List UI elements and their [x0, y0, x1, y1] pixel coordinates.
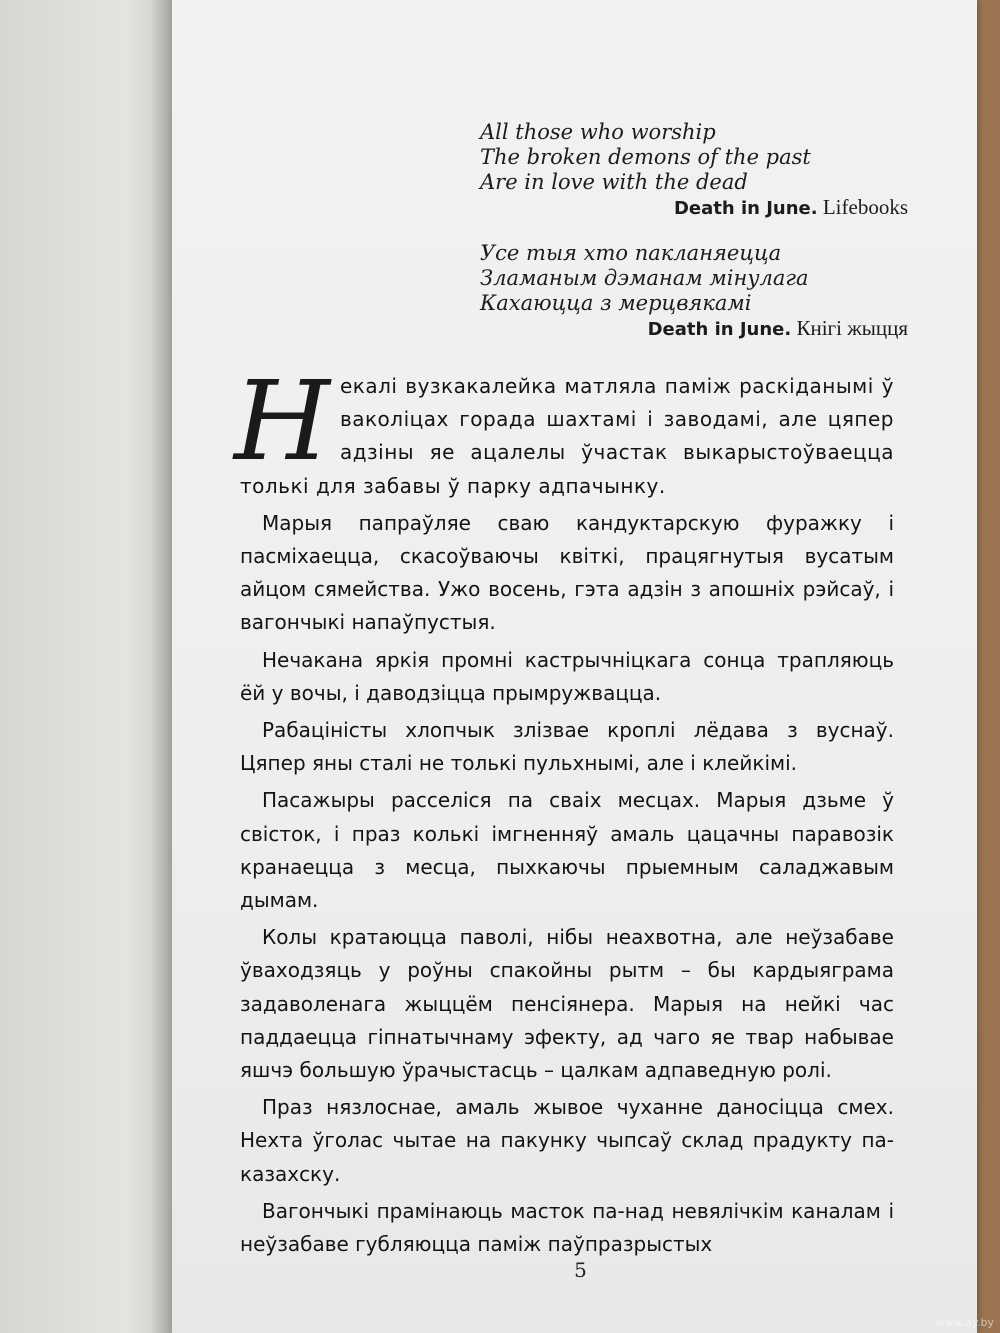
epigraph-en-attribution: [480, 195, 940, 221]
epigraph-en-author: Death in June.: [673, 198, 818, 219]
first-paragraph-text: екалі вузкакалейка матляла паміж раскіданымі ў ваколіцах горада шахтамі і заводамі, але цяпер адзіны яе ацалелы ўчастак выкарыстоўваецца толькі для забавы ў парку адпачынку.: [240, 374, 894, 498]
paragraph: Нечакана яркія промні кастрычніцкага сонца трапляюць ёй у вочы, і даводзіцца прымружвацца.: [240, 647, 894, 705]
epigraph-en-work: Lifebooks: [822, 195, 908, 219]
paragraph: Марыя папраўляе сваю кандуктарскую фуражку і пасміхаецца, скасоўваючы квіткі, працягнутыя вусатым айцом сямейства. Ужо восень, гэта адзін з апошніх рэйсаў, і вагончыкі напаўпустыя.: [240, 510, 894, 635]
chapter-text: [234, 357, 894, 1261]
paragraph: Праз нязлоснае, амаль жывое чуханне даносіцца смех. Нехта ўголас чытае на пакунку чыпсаў склад прадукту па-казахску.: [240, 1095, 894, 1186]
epigraph-be-line: Кахаюцца з мерцвякамі: [480, 291, 752, 315]
paragraph: Колы кратаюцца паволі, нібы неахвотна, але неўзабаве ўваходзяць у роўны спакойны рытм – бы кардыяграма задаволенага жыццём пенсіянера. Марыя на нейкі час паддаецца гіпнатычнаму эфекту, ад чаго яе твар набывае яшчэ большую ўрачыстасць – цалкам адпаведную ролі.: [240, 925, 894, 1083]
site-watermark: www.ay.by: [935, 1316, 994, 1329]
epigraph-be-line: Усе тыя хто пакланяецца: [480, 241, 782, 265]
epigraph-be-line: Зламаным дэманам мінулага: [480, 266, 809, 290]
paragraph: Рабаціністы хлопчык злізвае кроплі лёдава з вуснаў. Цяпер яны сталі не толькі пульхнымі, але і клейкімі.: [240, 718, 894, 776]
epigraph-en-line: The broken demons of the past: [480, 145, 811, 169]
epigraph-en-line: All those who worship: [480, 120, 716, 144]
epigraph: [480, 120, 940, 342]
epigraph-be-author: Death in June.: [647, 319, 792, 340]
first-paragraph: [234, 357, 894, 503]
paragraph: Пасажыры расселіся па сваіх месцах. Марыя дзьме ў свісток, і праз колькі імгненняў амаль цацачны паравозік кранаецца з месца, пыхкаючы прыемным саладжавым дымам.: [240, 788, 894, 913]
epigraph-be-attribution: [480, 316, 940, 342]
book-page: [172, 0, 977, 1333]
epigraph-en-line: Are in love with the dead: [480, 170, 748, 194]
page-number: 5: [574, 1258, 587, 1282]
epigraph-be-work: Кнігі жыцця: [796, 316, 908, 340]
epigraph-gap: [480, 221, 940, 241]
drop-cap: Н: [234, 357, 330, 485]
paragraph: Вагончыкі прамінаюць масток па-над невялічкім каналам і неўзабаве губляюцца паміж паўпразрыстых: [240, 1198, 894, 1257]
